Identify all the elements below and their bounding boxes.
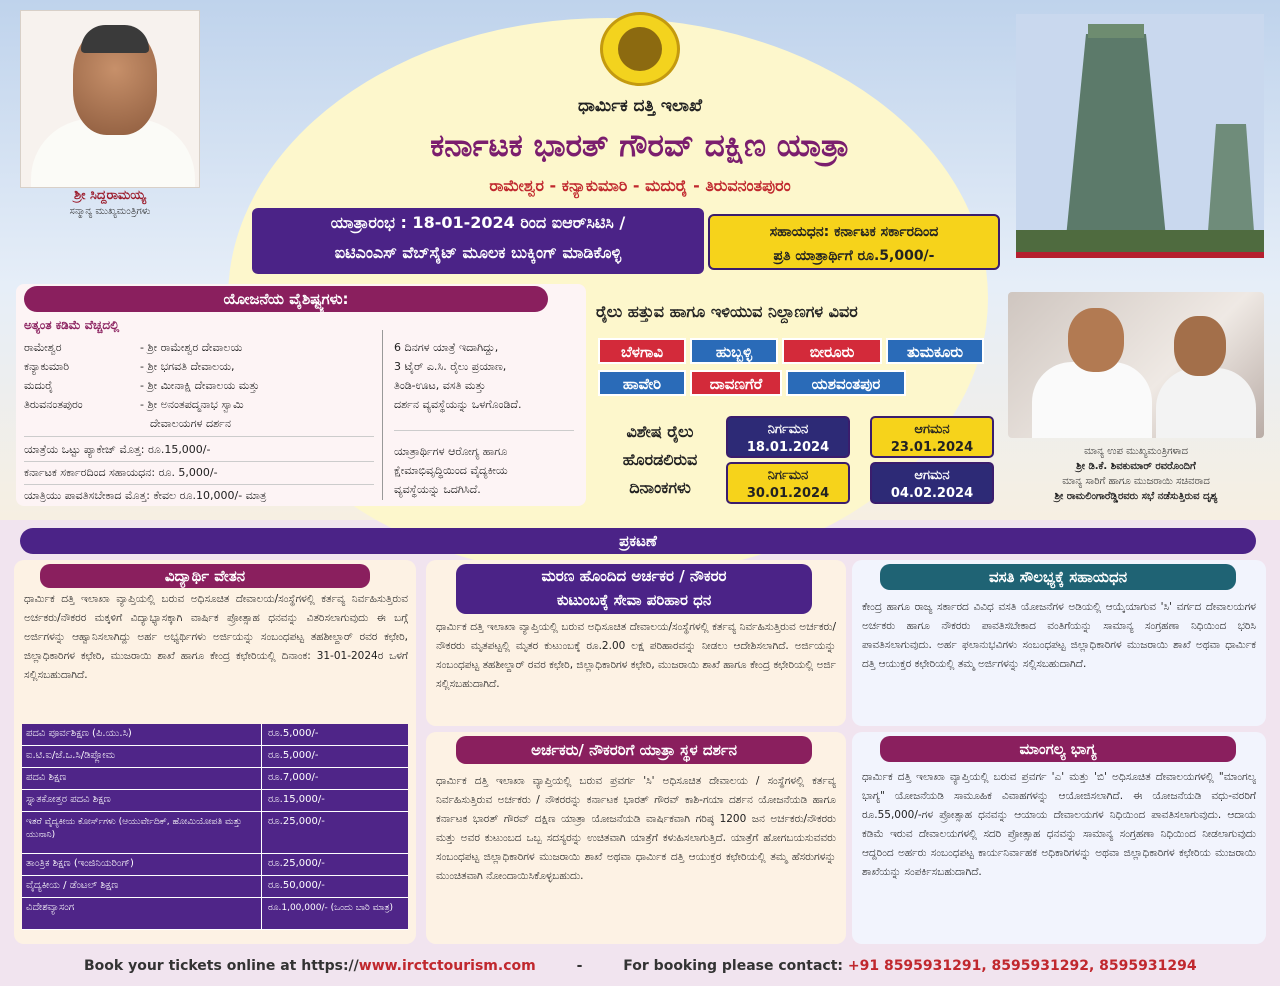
footer-url-link[interactable]: www.irctctourism.com: [358, 958, 536, 974]
divider: [24, 461, 374, 462]
karnataka-emblem-icon: [600, 12, 680, 86]
housing-heading: ವಸತಿ ಸೌಲಭ್ಯಕ್ಕೆ ಸಹಾಯಧನ: [880, 564, 1236, 590]
course-amount: ರೂ.5,000/-: [268, 750, 319, 761]
special-train-line: ವಿಶೇಷ ರೈಲು: [626, 422, 694, 441]
temple-item: - ಶ್ರೀ ಭಗವತಿ ದೇವಾಲಯ,: [140, 360, 235, 373]
pilgrimage-heading: ಅರ್ಚಕರು/ ನೌಕರರಿಗೆ ಯಾತ್ರಾ ಸ್ಥಳ ದರ್ಶನ: [456, 736, 812, 764]
table-row: [22, 812, 408, 854]
table-row: [22, 790, 408, 812]
photo-caption-line: ಮಾನ್ಯ ಉಪ ಮುಖ್ಯಮಂತ್ರಿಗಳಾದ: [1084, 446, 1188, 457]
rail-stations-heading: ರೈಲು ಹತ್ತುವ ಹಾಗೂ ಇಳಿಯುವ ನಿಲ್ದಾಣಗಳ ವಿವರ: [596, 302, 858, 321]
course-name: ಇತರೆ ವೈದ್ಯಕೀಯ ಕೋರ್ಸ್‌ಗಳು (ಆಯುರ್ವೇದಿಕ್, ಹೋಮಿಯೋಪತಿ ಮತ್ತು ಯುನಾನಿ): [22, 812, 262, 853]
trip-note-line: ತಿಂಡಿ-ಊಟ, ವಸತಿ ಮತ್ತು: [394, 379, 486, 392]
departure-label: ನಿರ್ಗಮನ: [767, 468, 809, 483]
arrival-date: 04.02.2024: [890, 486, 974, 501]
pay-amount: ಯಾತ್ರಿಯು ಪಾವತಿಸಬೇಕಾದ ಮೊತ್ತ: ಕೇವಲ ರೂ.10,000/- ಮಾತ್ರ: [24, 489, 267, 502]
place-item: ತಿರುವನಂತಪುರಂ: [24, 398, 83, 411]
place-item: ಮದುರೈ: [24, 379, 54, 392]
course-amount: ರೂ.25,000/-: [268, 816, 325, 827]
trip-note-line: ದರ್ಶನ ವ್ಯವಸ್ಥೆಯನ್ನು ಒಳಗೊಂಡಿದೆ.: [394, 398, 522, 411]
cm-portrait: [20, 10, 200, 188]
course-name: ಪದವಿ ಶಿಕ್ಷಣ: [22, 768, 262, 789]
course-name: ತಾಂತ್ರಿಕ ಶಿಕ್ಷಣ (ಇಂಜಿನಿಯರಿಂಗ್): [22, 854, 262, 875]
footer-book-text: Book your tickets online at https://: [84, 958, 359, 974]
page-title: ಕರ್ನಾಟಕ ಭಾರತ್ ಗೌರವ್ ದಕ್ಷಿಣ ಯಾತ್ರಾ: [430, 128, 850, 164]
temple-item: - ಶ್ರೀ ಅನಂತಪದ್ಮನಾಭ ಸ್ವಾಮಿ: [140, 398, 244, 411]
photo-caption-line: ಶ್ರೀ ಡಿ.ಕೆ. ಶಿವಕುಮಾರ್ ರವರೊಂದಿಗೆ: [1076, 461, 1196, 472]
arrival-date: 23.01.2024: [890, 440, 974, 455]
booking-line-1: ಯಾತ್ರಾರಂಭ : 18-01-2024 ರಿಂದ ಐಆರ್‌ಸಿಟಿಸಿ /: [330, 213, 626, 232]
arrival-date-2: [870, 462, 994, 504]
health-note-line: ವ್ಯವಸ್ಥೆಯನ್ನು ಒದಗಿಸಿದೆ.: [394, 483, 481, 496]
departure-date: 30.01.2024: [746, 486, 830, 501]
special-train-line: ಹೊರಡಲಿರುವ: [622, 450, 698, 469]
package-cost: ಯಾತ್ರೆಯ ಒಟ್ಟು ಪ್ಯಾಕೇಜ್ ಮೊತ್ತ: ರೂ.15,000/-: [24, 443, 211, 456]
departure-date-2: [726, 462, 850, 504]
footer-phone-numbers: +91 8595931291, 8595931292, 8595931294: [847, 958, 1197, 974]
cm-title: ಸನ್ಮಾನ್ಯ ಮುಖ್ಯಮಂತ್ರಿಗಳು: [69, 206, 151, 217]
table-row: [22, 876, 408, 898]
place-item: ರಾಮೇಶ್ವರ: [24, 341, 62, 354]
course-amount: ರೂ.15,000/-: [268, 794, 325, 805]
death-heading-line: ಮರಣ ಹೊಂದಿದ ಅರ್ಚಕರ / ನೌಕರರ: [541, 567, 727, 585]
station-hubballi: ಹುಬ್ಬಳ್ಳಿ: [690, 338, 778, 364]
trip-note-line: 3 ಟೈರ್ ಎ.ಸಿ. ರೈಲು ಪ್ರಯಾಣ,: [394, 360, 507, 373]
health-note-line: ಕ್ಷೇಮಾಭಿವೃದ್ಧಿಯಿಂದ ವೈದ್ಯಕೀಯ: [394, 464, 508, 477]
table-row: [22, 898, 408, 930]
station-belagavi: ಬೆಳಗಾವಿ: [598, 338, 686, 364]
station-tumakuru: ತುಮಕೂರು: [886, 338, 984, 364]
mangalya-body: ಧಾರ್ಮಿಕ ದತ್ತಿ ಇಲಾಖಾ ವ್ಯಾಪ್ತಿಯಲ್ಲಿ ಬರುವ ಪ್ರವರ್ಗ 'ಎ' ಮತ್ತು 'ಬಿ' ಅಧಿಸೂಚಿತ ದೇವಾಲಯಗಳಲ್ಲಿ "ಮಾಂಗಲ್ಯ ಭಾಗ್ಯ" ಯೋಜನೆಯಡಿ ಸಾಮೂಹಿಕ ವಿವಾಹಗಳನ್ನು ಆಯೋಜಿಸಲಾಗಿದೆ. ಈ ಯೋಜನೆಯಡಿ ವಧು-ವರರಿಗೆ ರೂ.55,000/-ಗಳ ಪ್ರೋತ್ಸಾಹ ಧನವನ್ನು ಆಯಾಯ ದೇವಾಲಯಗಳ ನಿಧಿಯಿಂದ ಪಾವತಿಸಲಾಗುವುದು. ಆದಾಯ ಕಡಿಮೆ ಇರುವ ದೇವಾಲಯಗಳಲ್ಲಿ ಸದರಿ ಪ್ರೋತ್ಸಾಹ ಧನವನ್ನು ಸಾಮಾನ್ಯ ಸಂಗ್ರಹಣಾ ನಿಧಿಯಿಂದ ನೀಡಲಾಗುವುದು ಆದ್ದರಿಂದ ಅರ್ಹರು ಸಂಬಂಧಪಟ್ಟ ಕಾರ್ಯನಿರ್ವಾಹಕ ಅಧಿಕಾರಿಗಳನ್ನು ಅಥವಾ ಜಿಲ್ಲಾಧಿಕಾರಿಗಳ ಕಛೇರಿಯ ಮುಜರಾಯಿ ಶಾಖೆಯನ್ನು ಸಂಪರ್ಕಿಸಬಹುದಾಗಿದೆ.: [862, 771, 1256, 878]
subsidy-banner: [708, 214, 1000, 270]
photo-caption-line: ಶ್ರೀ ರಾಮಲಿಂಗಾರೆಡ್ಡಿರವರು ಸಭೆ ನಡೆಸುತ್ತಿರುವ ದೃಶ್ಯ: [1054, 491, 1218, 502]
divider: [394, 430, 574, 431]
mangalya-heading: ಮಾಂಗಲ್ಯ ಭಾಗ್ಯ: [880, 736, 1236, 762]
scholarship-heading: ವಿದ್ಯಾರ್ಥಿ ವೇತನ: [40, 564, 370, 588]
housing-body: ಕೇಂದ್ರ ಹಾಗೂ ರಾಜ್ಯ ಸರ್ಕಾರದ ವಿವಿಧ ವಸತಿ ಯೋಜನೆಗಳ ಅಡಿಯಲ್ಲಿ ಆಯ್ಕೆಯಾಗುವ 'ಸಿ' ವರ್ಗದ ದೇವಾಲಯಗಳ ಅರ್ಚಕರು ಹಾಗೂ ನೌಕರರು ಪಾವತಿಸಬೇಕಾದ ವಂತಿಗೆಯನ್ನು ಸಾಮಾನ್ಯ ಸಂಗ್ರಹಣಾ ನಿಧಿಯಿಂದ ಭರಿಸಿ ಪಾವತಿಸಲಾಗುವುದು. ಅರ್ಹ ಫಲಾನುಭವಿಗಳು ಸಂಬಂಧಪಟ್ಟ ಜಿಲ್ಲಾಧಿಕಾರಿಗಳ ಮುಜರಾಯಿ ಶಾಖೆ ಅಥವಾ ಧಾರ್ಮಿಕ ದತ್ತಿ ಆಯುಕ್ತರ ಕಛೇರಿಯಲ್ಲಿ ತಮ್ಮ ಅರ್ಜಿಗಳನ್ನು ಸಲ್ಲಿಸಬಹುದಾಗಿದೆ.: [862, 601, 1256, 670]
subsidy-line-2: ಪ್ರತಿ ಯಾತ್ರಾರ್ಥಿಗೆ ರೂ.5,000/-: [773, 248, 935, 264]
station-haveri: ಹಾವೇರಿ: [598, 370, 686, 396]
course-amount: ರೂ.7,000/-: [268, 772, 319, 783]
special-train-line: ದಿನಾಂಕಗಳು: [629, 478, 691, 497]
course-amount: ರೂ.25,000/-: [268, 858, 325, 869]
table-row: [22, 768, 408, 790]
photo-person-face: [1068, 308, 1124, 372]
footer-dash: -: [576, 958, 583, 974]
govt-subsidy: ಕರ್ನಾಟಕ ಸರ್ಕಾರದಿಂದ ಸಹಾಯಧನ: ರೂ. 5,000/-: [24, 466, 218, 479]
arrival-label: ಆಗಮನ: [914, 422, 950, 437]
station-yeshwanthpur: ಯಶವಂತಪುರ: [786, 370, 906, 396]
course-name: ಐ.ಟಿ.ಐ/ಜೆ.ಒ.ಸಿ/ಡಿಪ್ಲೋಮ: [22, 746, 262, 767]
booking-banner: [252, 208, 704, 274]
pilgrimage-body: ಧಾರ್ಮಿಕ ದತ್ತಿ ಇಲಾಖಾ ವ್ಯಾಪ್ತಿಯಲ್ಲಿ ಬರುವ ಪ್ರವರ್ಗ 'ಸಿ' ಅಧಿಸೂಚಿತ ದೇವಾಲಯ / ಸಂಸ್ಥೆಗಳಲ್ಲಿ ಕರ್ತವ್ಯ ನಿರ್ವಹಿಸುತ್ತಿರುವ ಅರ್ಚಕರು / ನೌಕರರನ್ನು ಕರ್ನಾಟಕ ಭಾರತ್ ಗೌರವ್ ಕಾಶಿ-ಗಯಾ ದರ್ಶನ ಯೋಜನೆಯಡಿ ಹಾಗೂ ಕರ್ನಾಟಕ ಭಾರತ್ ಗೌರವ್ ದಕ್ಷಿಣ ಯಾತ್ರಾ ಯೋಜನೆಯಡಿ ವಾರ್ಷಿಕವಾಗಿ ಗರಿಷ್ಠ 1200 ಜನ ಅರ್ಚಕರು/ನೌಕರರು ಮತ್ತು ಅವರ ಕುಟುಂಬದ ಒಬ್ಬ ಸದಸ್ಯರನ್ನು ಉಚಿತವಾಗಿ ಯಾತ್ರೆಗೆ ಕಳುಹಿಸಲಾಗುತ್ತಿದೆ. ಯಾತ್ರೆಗೆ ಹೋಗಬಯಸುವವರು ಸಂಬಂಧಪಟ್ಟ ಜಿಲ್ಲಾಧಿಕಾರಿಗಳ ಮುಜರಾಯಿ ಶಾಖೆ ಅಥವಾ ಧಾರ್ಮಿಕ ದತ್ತಿ ಆಯುಕ್ತರ ಕಛೇರಿಯಲ್ಲಿ ತಮ್ಮ ಹೆಸರುಗಳನ್ನು ಮುಂಚಿತವಾಗಿ ನೋಂದಾಯಿಸಿಕೊಳ್ಳಬಹುದು.: [436, 775, 836, 882]
route-line: ರಾಮೇಶ್ವರ - ಕನ್ಯಾಕುಮಾರಿ - ಮದುರೈ - ತಿರುವನಂತಪುರಂ: [489, 176, 791, 195]
arrival-date-1: [870, 416, 994, 458]
table-row: [22, 854, 408, 876]
meeting-photo: [1008, 292, 1264, 438]
temple-tail: ದೇವಾಲಯಗಳ ದರ್ಶನ: [150, 417, 231, 430]
death-compensation-body: ಧಾರ್ಮಿಕ ದತ್ತಿ ಇಲಾಖಾ ವ್ಯಾಪ್ತಿಯಲ್ಲಿ ಬರುವ ಅಧಿಸೂಚಿತ ದೇವಾಲಯ/ಸಂಸ್ಥೆಗಳಲ್ಲಿ ಕರ್ತವ್ಯ ನಿರ್ವಹಿಸುತ್ತಿರುವ ಅರ್ಚಕರು/ನೌಕರರು ಮೃತಪಟ್ಟಲ್ಲಿ ಮೃತರ ಕುಟುಂಬಕ್ಕೆ ರೂ.2.00 ಲಕ್ಷ ಪರಿಹಾರವನ್ನು ನೀಡಲು ಆದೇಶಿಸಲಾಗಿದೆ. ಅರ್ಜಿಯನ್ನು ಸಂಬಂಧಪಟ್ಟ ತಹಶೀಲ್ದಾರ್ ರವರ ಕಛೇರಿ, ಜಿಲ್ಲಾಧಿಕಾರಿಗಳ ಕಛೇರಿ, ಮುಜರಾಯಿ ಶಾಖೆ ಹಾಗೂ ಕೇಂದ್ರ ಕಛೇರಿಯಲ್ಲಿ ಅರ್ಜಿ ಸಲ್ಲಿಸಬಹುದಾಗಿದೆ.: [436, 621, 836, 690]
course-name: ಸ್ನಾತಕೋತ್ತರ ಪದವಿ ಶಿಕ್ಷಣ: [22, 790, 262, 811]
department-name: ಧಾರ್ಮಿಕ ದತ್ತಿ ಇಲಾಖೆ: [577, 96, 703, 116]
death-compensation-heading: [456, 564, 812, 614]
course-name: ವೈದ್ಯಕೀಯ / ಡೆಂಟಲ್ ಶಿಕ್ಷಣ: [22, 876, 262, 897]
course-amount: ರೂ.5,000/-: [268, 728, 319, 739]
divider-vertical: [382, 330, 383, 500]
departure-date: 18.01.2024: [746, 440, 830, 455]
subsidy-line-1: ಸಹಾಯಧನ: ಕರ್ನಾಟಕ ಸರ್ಕಾರದಿಂದ: [769, 224, 939, 240]
announcement-heading: ಪ್ರಕಟಣೆ: [20, 528, 1256, 554]
place-item: ಕನ್ಯಾಕುಮಾರಿ: [24, 360, 70, 373]
photo-person-face: [1174, 316, 1226, 376]
cm-name: ಶ್ರೀ ಸಿದ್ದರಾಮಯ್ಯ: [74, 188, 146, 203]
scholarship-body: ಧಾರ್ಮಿಕ ದತ್ತಿ ಇಲಾಖಾ ವ್ಯಾಪ್ತಿಯಲ್ಲಿ ಬರುವ ಅಧಿಸೂಚಿತ ದೇವಾಲಯ/ಸಂಸ್ಥೆಗಳಲ್ಲಿ ಕರ್ತವ್ಯ ನಿರ್ವಹಿಸುತ್ತಿರುವ ಅರ್ಚಕರು/ನೌಕರರ ಮಕ್ಕಳಿಗೆ ವಿದ್ಯಾಭ್ಯಾಸಕ್ಕಾಗಿ ವಾರ್ಷಿಕ ಪ್ರೋತ್ಸಾಹ ಧನವನ್ನು ವಿತರಿಸಲಾಗುವುದು ಈ ಬಗ್ಗೆ ಅರ್ಜಿಗಳನ್ನು ಆಹ್ವಾನಿಸಲಾಗಿದ್ದು ಅರ್ಹ ಅಭ್ಯರ್ಥಿಗಳು ಅರ್ಜಿಯನ್ನು ಸಂಬಂಧಪಟ್ಟ ತಹಶೀಲ್ದಾರ್ ರವರ ಕಛೇರಿ, ಜಿಲ್ಲಾಧಿಕಾರಿಗಳ ಕಛೇರಿ, ಮುಜರಾಯಿ ಶಾಖೆ ಹಾಗೂ ಕೇಂದ್ರ ಕಛೇರಿಯಲ್ಲಿ ದಿನಾಂಕ: 31-01-2024ರ ಒಳಗೆ ಸಲ್ಲಿಸಬಹುದಾಗಿದೆ.: [24, 593, 408, 681]
divider: [24, 436, 374, 437]
footer: [20, 958, 1260, 974]
photo-person-body: [1156, 368, 1256, 438]
arrival-label: ಆಗಮನ: [914, 468, 950, 483]
photo-caption-line: ಮಾನ್ಯ ಸಾರಿಗೆ ಹಾಗೂ ಮುಜರಾಯಿ ಸಚಿವರಾದ: [1062, 476, 1210, 487]
station-birur: ಬೀರೂರು: [782, 338, 882, 364]
special-train-label: [598, 418, 722, 502]
features-heading: ಯೋಜನೆಯ ವೈಶಿಷ್ಟ್ಯಗಳು:: [24, 286, 548, 312]
departure-date-1: [726, 416, 850, 458]
temple-item: - ಶ್ರೀ ರಾಮೇಶ್ವರ ದೇವಾಲಯ: [140, 341, 243, 354]
photo-person-body: [1032, 362, 1152, 438]
table-row: [22, 746, 408, 768]
booking-line-2: ಐಟಿಎಂಎಸ್ ವೆಬ್‌ಸೈಟ್ ಮೂಲಕ ಬುಕ್ಕಿಂಗ್ ಮಾಡಿಕೊಳ್ಳಿ: [334, 243, 622, 262]
temple-item: - ಶ್ರೀ ಮೀನಾಕ್ಷಿ ದೇವಾಲಯ ಮತ್ತು: [140, 379, 260, 392]
divider: [24, 484, 374, 485]
course-amount: ರೂ.1,00,000/- (ಒಂದು ಬಾರಿ ಮಾತ್ರ): [268, 903, 393, 913]
trip-note-line: 6 ದಿನಗಳ ಯಾತ್ರೆ ಇದಾಗಿದ್ದು,: [394, 341, 499, 354]
course-name: ಪದವಿ ಪೂರ್ವಶಿಕ್ಷಣ (ಪಿ.ಯು.ಸಿ): [22, 724, 262, 745]
course-name: ವಿದೇಶವ್ಯಾಸಂಗ: [22, 898, 262, 929]
scholarship-table: [22, 724, 408, 930]
health-note-line: ಯಾತ್ರಾರ್ಥಿಗಳ ಆರೋಗ್ಯ ಹಾಗೂ: [394, 445, 508, 458]
table-row: [22, 724, 408, 746]
temple-gopuram-image: [1016, 14, 1264, 258]
station-davanagere: ದಾವಣಗೆರೆ: [690, 370, 782, 396]
death-heading-line: ಕುಟುಂಬಕ್ಕೆ ಸೇವಾ ಪರಿಹಾರ ಧನ: [556, 591, 712, 609]
cheap-label: ಅತ್ಯಂತ ಕಡಿಮೆ ವೆಚ್ಚದಲ್ಲಿ: [24, 318, 120, 332]
course-amount: ರೂ.50,000/-: [268, 880, 325, 891]
departure-label: ನಿರ್ಗಮನ: [767, 422, 809, 437]
portrait-hair: [81, 25, 149, 53]
footer-contact-text: For booking please contact:: [623, 958, 843, 974]
